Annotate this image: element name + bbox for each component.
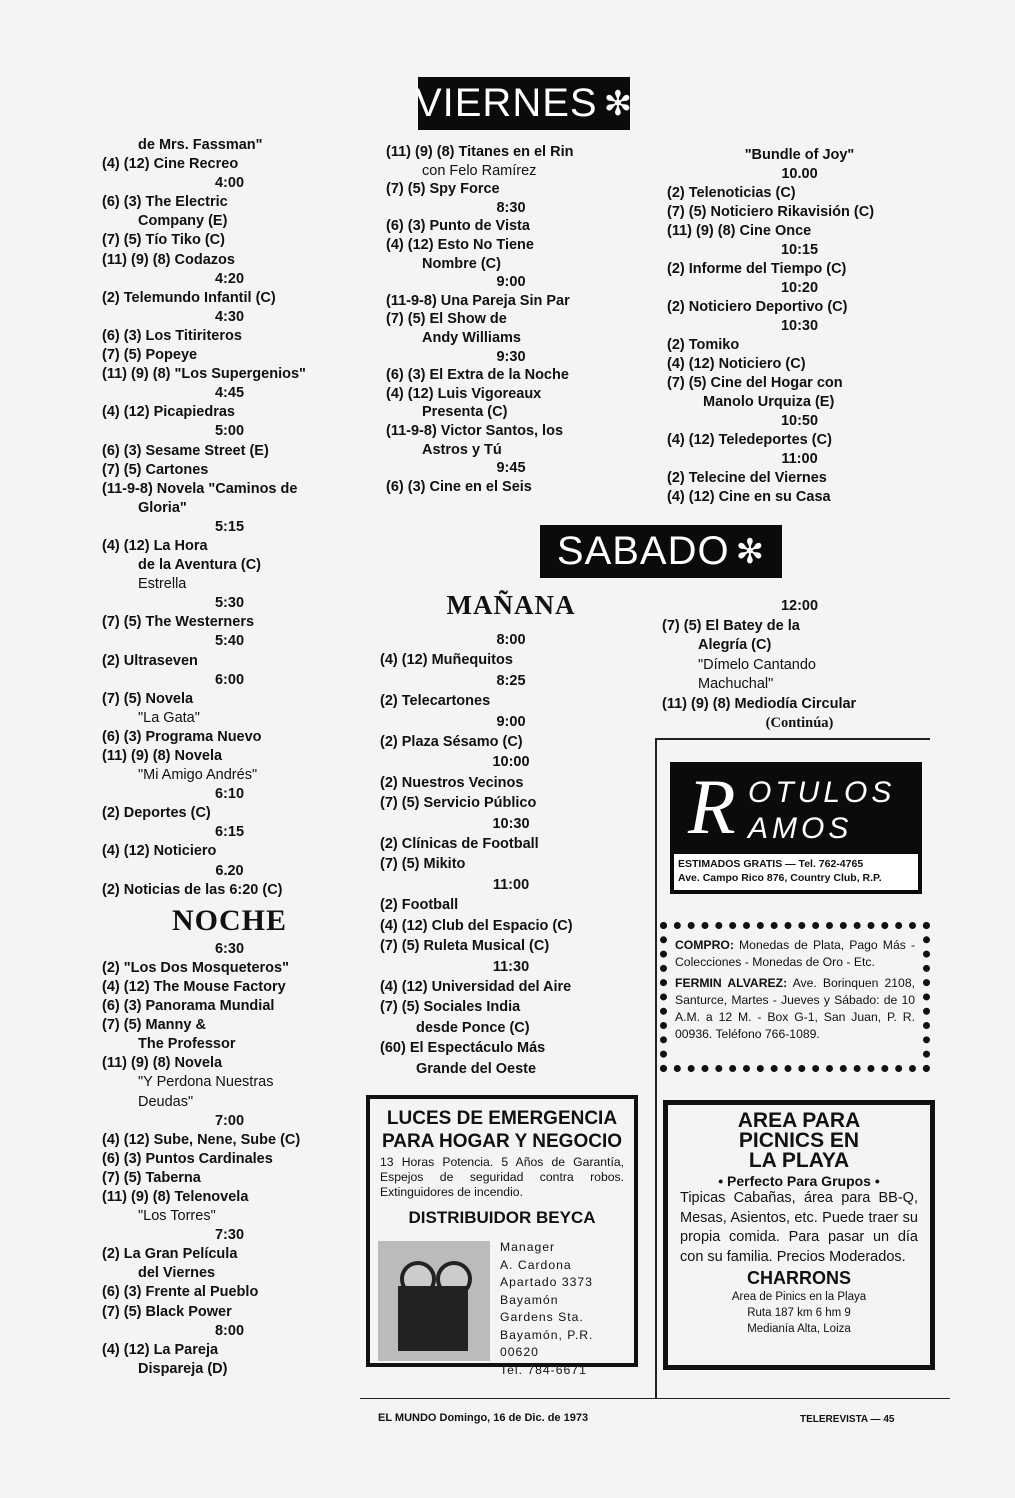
address-line: Bayamón <box>500 1292 559 1307</box>
program-listing: (7) (5) Tío Tiko (C) <box>102 232 225 249</box>
program-listing: Grande del Oeste <box>416 1060 537 1077</box>
program-listing: Manolo Urquiza (E) <box>703 394 835 410</box>
program-listing: Alegría (C) <box>698 637 772 653</box>
footer-publication: EL MUNDO Domingo, 16 de Dic. de 1973 <box>378 1412 589 1424</box>
sabado-middle-column <box>380 630 642 1079</box>
program-listing: (11) (9) (8) "Los Supergenios" <box>102 366 306 383</box>
address-line: Manager <box>500 1240 556 1254</box>
program-listing: (2) Ultraseven <box>102 652 198 669</box>
viernes-title: VIERNES <box>414 81 598 125</box>
address-line: Bayamón, P.R. <box>500 1327 594 1342</box>
program-listing: (11) (9) (8) Novela <box>102 1055 223 1072</box>
emergency-light-photo <box>378 1241 490 1361</box>
program-listing: (2) "Los Dos Mosqueteros" <box>102 959 289 976</box>
rotulos-address: Ave. Campo Rico 876, Country Club, R.P. <box>678 872 882 884</box>
time-slot: 10:15 <box>780 242 819 258</box>
picnic-name: CHARRONS <box>746 1268 851 1288</box>
viernes-right-column <box>667 146 932 507</box>
time-slot: 6:00 <box>214 671 245 688</box>
time-slot: 4:20 <box>214 270 245 287</box>
time-slot: 4:00 <box>214 175 245 192</box>
rotulos-info <box>674 854 918 890</box>
program-listing: (11) (9) (8) Codazos <box>102 251 235 268</box>
time-slot: 8:25 <box>496 672 526 689</box>
luces-distributor: DISTRIBUIDOR BEYCA <box>408 1208 596 1227</box>
time-slot: 5:30 <box>214 595 245 612</box>
program-listing: Machuchal" <box>698 676 774 692</box>
program-listing: (7) (5) Spy Force <box>386 181 500 198</box>
logo-letter: R <box>688 763 736 850</box>
program-listing: (Continúa) <box>765 715 834 731</box>
program-listing: (6) (3) Frente al Pueblo <box>102 1284 259 1301</box>
program-listing: (6) (3) El Extra de la Noche <box>386 367 569 384</box>
divider <box>655 738 657 1398</box>
program-listing: (7) (5) The Westerners <box>102 614 255 631</box>
program-listing: (6) (3) The Electric <box>102 194 228 211</box>
program-listing: (11) (9) (8) Mediodía Circular <box>662 695 857 712</box>
program-listing: (60) El Espectáculo Más <box>380 1040 546 1057</box>
picnic-route: Ruta 187 km 6 hm 9 <box>747 1307 851 1319</box>
time-slot: 10:30 <box>492 815 530 832</box>
program-listing: (6) (3) Los Titiriteros <box>102 327 242 344</box>
time-slot: 9:00 <box>496 713 526 730</box>
program-listing: Dispareja (D) <box>138 1360 228 1377</box>
time-slot: 9:30 <box>496 348 526 365</box>
asterisk-icon: ✻ <box>603 84 634 123</box>
program-listing: (2) Telecartones <box>380 693 491 710</box>
program-listing: (2) Football <box>380 897 459 914</box>
program-listing: (2) Nuestros Vecinos <box>380 774 524 791</box>
program-listing: (7) (5) El Batey de la <box>662 617 800 634</box>
program-listing: Estrella <box>138 576 187 593</box>
time-slot: 11:00 <box>492 876 530 893</box>
program-listing: (7) (5) Cartones <box>102 461 209 478</box>
program-listing: (4) (12) Sube, Nene, Sube (C) <box>102 1131 301 1148</box>
time-slot: 4:30 <box>214 308 245 325</box>
program-listing: (11) (9) (8) Titanes en el Rin <box>386 144 574 160</box>
program-listing: (7) (5) Ruleta Musical (C) <box>380 938 550 955</box>
time-slot: 10:30 <box>780 318 819 334</box>
program-listing: desde Ponce (C) <box>416 1019 530 1036</box>
picnic-tagline: Area de Pinics en la Playa <box>731 1291 867 1303</box>
program-listing: (4) (12) Luis Vigoreaux <box>386 385 542 402</box>
program-listing: Presenta (C) <box>422 404 508 421</box>
time-slot: 6.20 <box>215 862 244 879</box>
ad-rotulos-ramos <box>670 762 922 894</box>
program-listing: (7) (5) Black Power <box>102 1303 232 1320</box>
time-slot: 8:00 <box>214 1322 245 1339</box>
program-listing: (7) (5) El Show de <box>386 311 507 328</box>
time-slot: 11:00 <box>781 451 818 467</box>
program-listing: Deudas" <box>138 1093 194 1110</box>
time-slot: 9:45 <box>496 460 526 477</box>
program-listing: (4) (12) Noticiero (C) <box>667 356 806 372</box>
compro-text: Monedas de Plata, Pago Más - Colecciones - Monedas de Oro - Etc. <box>675 938 915 969</box>
time-slot: 6:10 <box>214 786 245 803</box>
program-listing: Andy Williams <box>422 329 521 346</box>
program-listing: (2) Informe del Tiempo (C) <box>667 261 847 277</box>
time-slot: 5:15 <box>214 518 245 535</box>
program-listing: del Viernes <box>138 1265 216 1282</box>
program-listing: (6) (3) Programa Nuevo <box>102 728 262 745</box>
picnic-subhead: • Perfecto Para Grupos • <box>718 1173 880 1189</box>
time-slot: 9:00 <box>496 274 526 291</box>
program-listing: (4) (12) Club del Espacio (C) <box>380 917 573 934</box>
program-listing: (4) (12) Universidad del Aire <box>380 978 572 995</box>
ad-compro-monedas <box>660 922 930 1072</box>
fermin-label: FERMIN ALVAREZ: <box>675 976 788 990</box>
rotulos-phone: ESTIMADOS GRATIS — Tel. 762-4765 <box>678 858 864 870</box>
time-slot: 5:40 <box>214 633 245 650</box>
manana-heading: MAÑANA <box>446 590 576 620</box>
program-listing: (11) (9) (8) Telenovela <box>102 1188 249 1205</box>
asterisk-icon: ✻ <box>735 532 766 571</box>
program-listing: Company (E) <box>138 213 228 230</box>
program-listing: (6) (3) Sesame Street (E) <box>102 442 269 459</box>
program-listing: (4) (12) Esto No Tiene <box>386 236 534 253</box>
program-listing: (2) Tomiko <box>667 337 740 353</box>
luces-headline: LUCES DE EMERGENCIA <box>386 1108 618 1129</box>
time-slot: 12:00 <box>780 598 819 614</box>
program-listing: (2) Telemundo Infantil (C) <box>102 289 276 306</box>
ad-picnic-charrons <box>663 1100 935 1370</box>
time-slot: 11:30 <box>492 958 530 975</box>
program-listing: (7) (5) Noticiero Rikavisión (C) <box>667 204 875 220</box>
address-line: 00620 <box>500 1345 539 1359</box>
viernes-middle-column <box>386 143 636 496</box>
program-listing: (11-9-8) Victor Santos, los <box>386 422 564 439</box>
program-listing: de la Aventura (C) <box>138 557 262 574</box>
program-listing: (2) Deportes (C) <box>102 805 211 822</box>
time-slot: 7:00 <box>214 1112 245 1129</box>
program-listing: "Y Perdona Nuestras <box>138 1074 274 1091</box>
program-listing: (4) (12) La Hora <box>102 537 208 554</box>
program-listing: (11-9-8) Una Pareja Sin Par <box>386 292 570 309</box>
sabado-banner <box>540 525 782 578</box>
divider <box>360 1398 950 1399</box>
luces-address <box>500 1239 593 1379</box>
sabado-title: SABADO <box>556 529 730 573</box>
program-listing: (2) Telecine del Viernes <box>667 470 827 486</box>
program-listing: (6) (3) Panorama Mundial <box>102 998 275 1015</box>
address-line: Gardens Sta. <box>500 1310 584 1324</box>
program-listing: (4) (12) Cine en su Casa <box>667 489 831 505</box>
time-slot: 10:20 <box>780 280 819 296</box>
program-listing: (4) (12) Cine Recreo <box>102 156 239 173</box>
picnic-place: Medianía Alta, Loiza <box>747 1323 851 1335</box>
program-listing: (2) Clínicas de Football <box>380 836 539 853</box>
picnic-headline: AREA PARA <box>737 1109 861 1132</box>
program-listing: "Mi Amigo Andrés" <box>138 767 258 784</box>
program-listing: (6) (3) Puntos Cardinales <box>102 1150 273 1167</box>
viernes-banner <box>414 77 634 130</box>
fermin-text: Ave. Borinquen 2108, Santurce, Martes - Jueves y Sábado: de 10 A.M. a 12 M. - Box G-1, San Juan, P. R. 00936. Teléfono 766-1089. <box>675 976 915 1041</box>
luces-headline2: PARA HOGAR Y NEGOCIO <box>382 1131 622 1152</box>
footer-section-page: TELEREVISTA — 45 <box>800 1414 895 1425</box>
program-listing: Nombre (C) <box>422 255 501 272</box>
ad-luces-emergencia <box>366 1095 638 1377</box>
program-listing: (6) (3) Punto de Vista <box>386 218 530 235</box>
program-listing: (2) Plaza Sésamo (C) <box>380 734 523 751</box>
program-listing: (7) (5) Popeye <box>102 347 198 364</box>
time-slot: 8:00 <box>496 632 526 648</box>
program-listing: (7) (5) Cine del Hogar con <box>667 375 843 391</box>
program-listing: (7) (5) Taberna <box>102 1169 201 1186</box>
program-listing: (4) (12) Picapiedras <box>102 404 235 421</box>
time-slot: 4:45 <box>214 385 245 402</box>
program-listing: (2) Telenoticias (C) <box>667 185 796 201</box>
program-listing: (11-9-8) Novela "Caminos de <box>102 480 298 497</box>
program-listing: (7) (5) Novela <box>102 690 194 707</box>
program-listing: "Los Torres" <box>138 1208 216 1225</box>
address-line: Apartado 3373 <box>500 1275 593 1289</box>
program-listing: (7) (5) Manny & <box>102 1017 206 1034</box>
picnic-headline: LA PLAYA <box>748 1149 850 1172</box>
program-listing: (4) (12) Muñequitos <box>380 652 513 669</box>
picnic-headline: PICNICS EN <box>738 1129 860 1152</box>
program-listing: The Professor <box>138 1036 236 1053</box>
time-slot: 10:50 <box>780 413 819 429</box>
compro-label: COMPRO: <box>675 938 734 952</box>
logo-line2: AMOS <box>748 812 853 845</box>
program-listing: (4) (12) Noticiero <box>102 843 217 860</box>
viernes-left-column <box>102 136 357 1379</box>
program-listing: con Felo Ramírez <box>422 162 537 179</box>
program-listing: (4) (12) Teledeportes (C) <box>667 432 832 448</box>
program-listing: Astros y Tú <box>422 441 502 458</box>
program-listing: (2) Noticias de las 6:20 (C) <box>102 881 283 898</box>
sabado-right-column <box>662 597 937 734</box>
program-listing: (4) (12) The Mouse Factory <box>102 978 286 995</box>
luces-body: 13 Horas Potencia. 5 Años de Garantía, Espejos de seguridad contra robos. Extinguidores de incendio. <box>380 1155 624 1199</box>
time-slot: 7:30 <box>214 1227 245 1244</box>
program-listing: (2) Noticiero Deportivo (C) <box>667 299 848 315</box>
program-listing: (11) (9) (8) Novela <box>102 748 223 764</box>
program-listing: (7) (5) Mikito <box>380 856 466 873</box>
section-heading: NOCHE <box>171 903 287 937</box>
time-slot: 8:30 <box>496 199 526 216</box>
program-listing: (2) La Gran Película <box>102 1246 238 1263</box>
time-slot: 6:15 <box>214 824 245 841</box>
time-slot: 5:00 <box>214 423 245 440</box>
address-line: A. Cardona <box>500 1257 572 1272</box>
time-slot: "Bundle of Joy" <box>744 147 855 163</box>
time-slot: 10.00 <box>781 166 818 182</box>
program-listing: (7) (5) Sociales India <box>380 999 521 1016</box>
address-line: Tel. 784-6671 <box>500 1362 587 1377</box>
divider <box>655 738 930 740</box>
time-slot: 10:00 <box>492 754 530 771</box>
program-listing: (7) (5) Servicio Público <box>380 795 537 812</box>
program-listing: Gloria" <box>138 499 187 516</box>
picnic-body: Tipicas Cabañas, área para BB-Q, Mesas, Asientos, etc. Puede traer su propia comida. Para pasar un día con su familia. Precios Moderados. <box>680 1190 918 1265</box>
program-listing: "Dímelo Cantando <box>698 656 816 673</box>
program-listing: (4) (12) La Pareja <box>102 1341 219 1358</box>
program-listing: (11) (9) (8) Cine Once <box>667 223 812 239</box>
time-slot: 6:30 <box>214 940 245 957</box>
program-listing: de Mrs. Fassman" <box>138 137 263 153</box>
logo-line1: OTULOS <box>748 776 896 809</box>
program-listing: "La Gata" <box>138 709 200 726</box>
program-listing: (6) (3) Cine en el Seis <box>386 478 532 495</box>
